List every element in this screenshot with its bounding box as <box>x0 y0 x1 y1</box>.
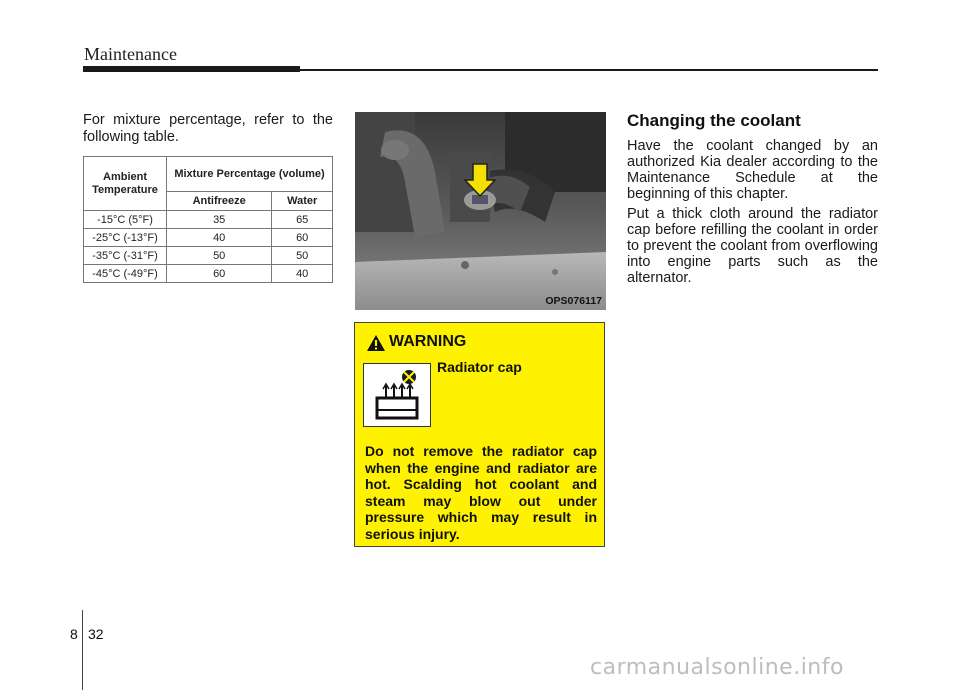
intro-paragraph: For mixture percentage, refer to the following table. <box>83 112 333 145</box>
cell-water: 50 <box>272 247 333 265</box>
footer-divider <box>82 610 83 690</box>
paragraph-thick-cloth: Put a thick cloth around the radiator cap before refilling the coolant in order to prevent the coolant from overflowing into engine parts such as the alternator. <box>627 206 878 286</box>
cell-water: 65 <box>272 211 333 229</box>
header-ambient-temperature: Ambient Temperature <box>84 157 167 211</box>
header-rule-thin <box>300 69 878 71</box>
header-water: Water <box>272 192 333 211</box>
radiator-cap-icon-frame <box>363 363 431 427</box>
mixture-table <box>83 156 333 283</box>
cell-antifreeze: 40 <box>167 229 272 247</box>
header-antifreeze: Antifreeze <box>167 192 272 211</box>
cell-temperature: -35°C (-31°F) <box>84 247 167 265</box>
table-row <box>84 247 333 265</box>
warning-title: WARNING <box>389 333 467 350</box>
engine-bay-photo <box>355 112 606 310</box>
warning-triangle-icon <box>366 334 386 352</box>
warning-subtitle: Radiator cap <box>437 359 522 375</box>
cell-temperature: -45°C (-49°F) <box>84 265 167 283</box>
radiator-hot-icon <box>364 364 430 426</box>
section-heading: Changing the coolant <box>627 111 801 130</box>
watermark-text: carmanualsonline.info <box>590 655 844 680</box>
cell-water: 60 <box>272 229 333 247</box>
page-number: 32 <box>88 626 104 642</box>
table-row <box>84 229 333 247</box>
chapter-number: 8 <box>70 626 78 642</box>
table-row <box>84 265 333 283</box>
cell-antifreeze: 35 <box>167 211 272 229</box>
page-section-title: Maintenance <box>84 44 177 64</box>
warning-text: Do not remove the radiator cap when the engine and radiator are hot. Scalding hot coolant and steam may blow out under pressure which may result in serious injury. <box>365 443 597 542</box>
cell-temperature: -25°C (-13°F) <box>84 229 167 247</box>
warning-box <box>354 322 605 547</box>
header-mixture-percentage: Mixture Percentage (volume) <box>167 157 333 192</box>
header-rule-thick <box>83 66 300 72</box>
photo-caption: OPS076117 <box>545 295 602 307</box>
cell-temperature: -15°C (5°F) <box>84 211 167 229</box>
cell-water: 40 <box>272 265 333 283</box>
cell-antifreeze: 50 <box>167 247 272 265</box>
engine-bay-illustration <box>355 112 606 310</box>
table-row <box>84 211 333 229</box>
paragraph-dealer: Have the coolant changed by an authorized Kia dealer according to the Maintenance Schedule at the beginning of this chapter. <box>627 138 878 202</box>
cell-antifreeze: 60 <box>167 265 272 283</box>
